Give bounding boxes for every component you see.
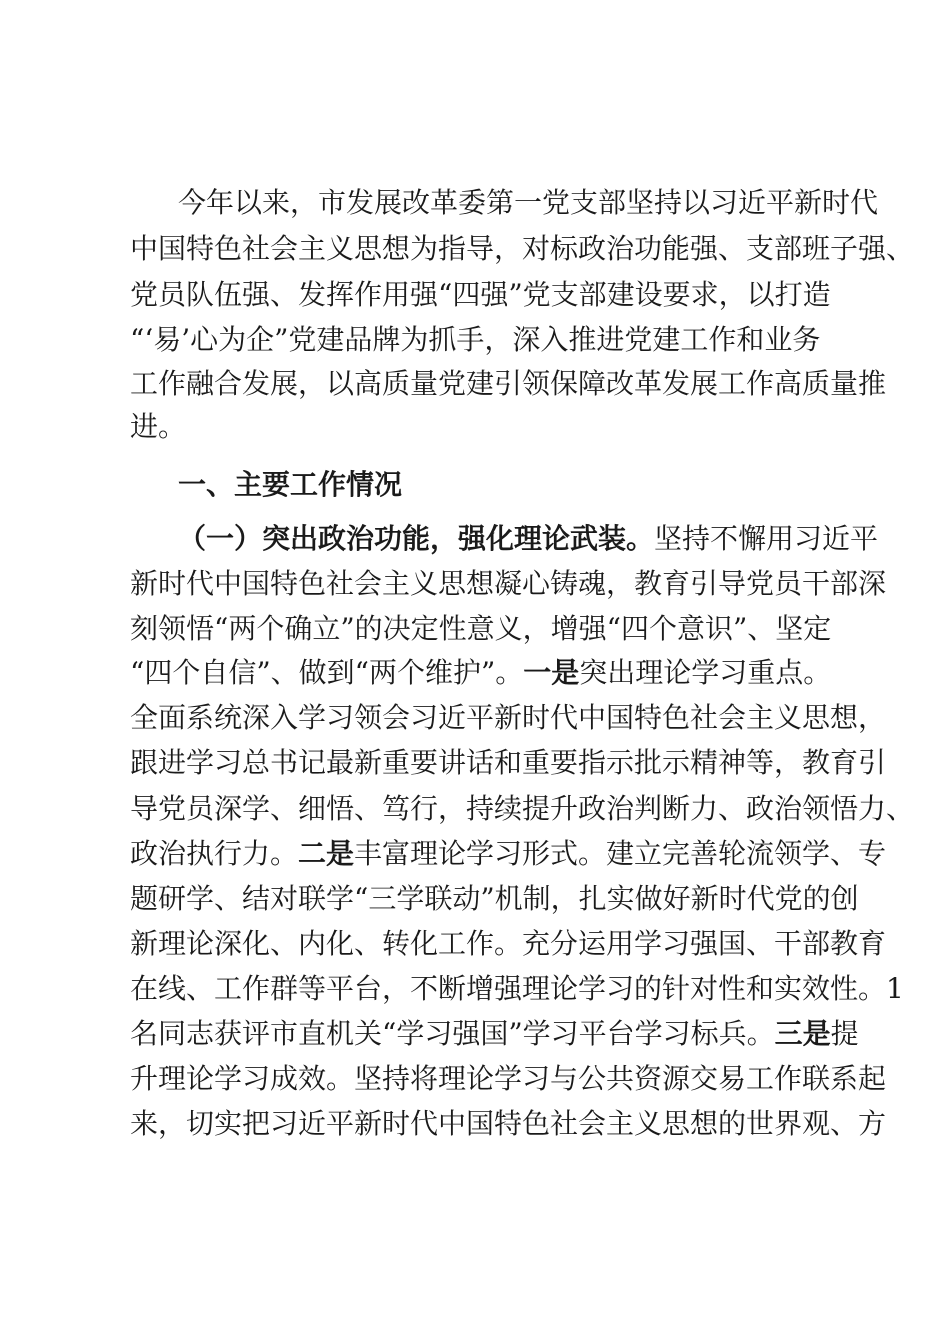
sub1-line-6: 跟进学习总书记最新重要讲话和重要指示批示精神等，教育引 — [130, 746, 887, 779]
sub1-line-1-rest: 坚持不懈用习近平 — [654, 522, 879, 555]
sub1-line-13: 升理论学习成效。坚持将理论学习与公共资源交易工作联系起 — [130, 1062, 887, 1095]
sub1-line-4-post: 突出理论学习重点。 — [579, 656, 832, 689]
sub1-line-5: 全面系统深入学习领会习近平新时代中国特色社会主义思想， — [130, 701, 887, 734]
sub1-line-4-bold: 一是 — [523, 656, 580, 689]
intro-line-4: “‘易’心为企”党建品牌为抓手，深入推进党建工作和业务 — [130, 323, 821, 356]
sub1-line-10: 新理论深化、内化、转化工作。充分运用学习强国、干部教育 — [130, 927, 887, 960]
sub1-line-2: 新时代中国特色社会主义思想凝心铸魂，教育引导党员干部深 — [130, 567, 887, 600]
sub1-line-12-post: 提 — [830, 1017, 859, 1050]
sub1-line-4-pre: “四个自信”、做到“两个维护”。 — [130, 656, 524, 689]
sub1-line-11: 在线、工作群等平台，不断增强理论学习的针对性和实效性。1 — [130, 972, 904, 1005]
intro-line-2: 中国特色社会主义思想为指导，对标政治功能强、支部班子强、 — [130, 232, 915, 265]
intro-line-6: 进。 — [130, 410, 187, 443]
sub1-line-12-pre: 名同志获评市直机关“学习强国”学习平台学习标兵。 — [130, 1017, 775, 1050]
sub1-line-8-pre: 政治执行力。 — [130, 837, 299, 870]
sub1-bold-title: （一）突出政治功能，强化理论武装。 — [178, 522, 655, 555]
sub1-line-4 — [130, 656, 831, 690]
sub1-line-8-bold: 二是 — [298, 837, 355, 870]
sub1-line-12-bold: 三是 — [774, 1017, 831, 1050]
section-heading: 一、主要工作情况 — [178, 468, 403, 501]
sub1-line-3: 刻领悟“两个确立”的决定性意义，增强“四个意识”、坚定 — [130, 612, 832, 645]
sub1-line-8 — [130, 837, 886, 871]
sub1-line-9: 题研学、结对联学“三学联动”机制，扎实做好新时代党的创 — [130, 882, 859, 915]
sub1-line-8-post: 丰富理论学习形式。建立完善轮流领学、专 — [354, 837, 887, 870]
intro-line-3: 党员队伍强、发挥作用强“四强”党支部建设要求，以打造 — [130, 278, 831, 311]
sub1-line-7: 导党员深学、细悟、笃行，持续提升政治判断力、政治领悟力、 — [130, 792, 915, 825]
intro-line-5: 工作融合发展，以高质量党建引领保障改革发展工作高质量推 — [130, 367, 887, 400]
sub1-line-14: 来，切实把习近平新时代中国特色社会主义思想的世界观、方 — [130, 1107, 887, 1140]
intro-line-1: 今年以来，市发展改革委第一党支部坚持以习近平新时代 — [178, 186, 879, 219]
sub1-line-12 — [130, 1017, 859, 1051]
sub1-line-1 — [178, 522, 878, 556]
